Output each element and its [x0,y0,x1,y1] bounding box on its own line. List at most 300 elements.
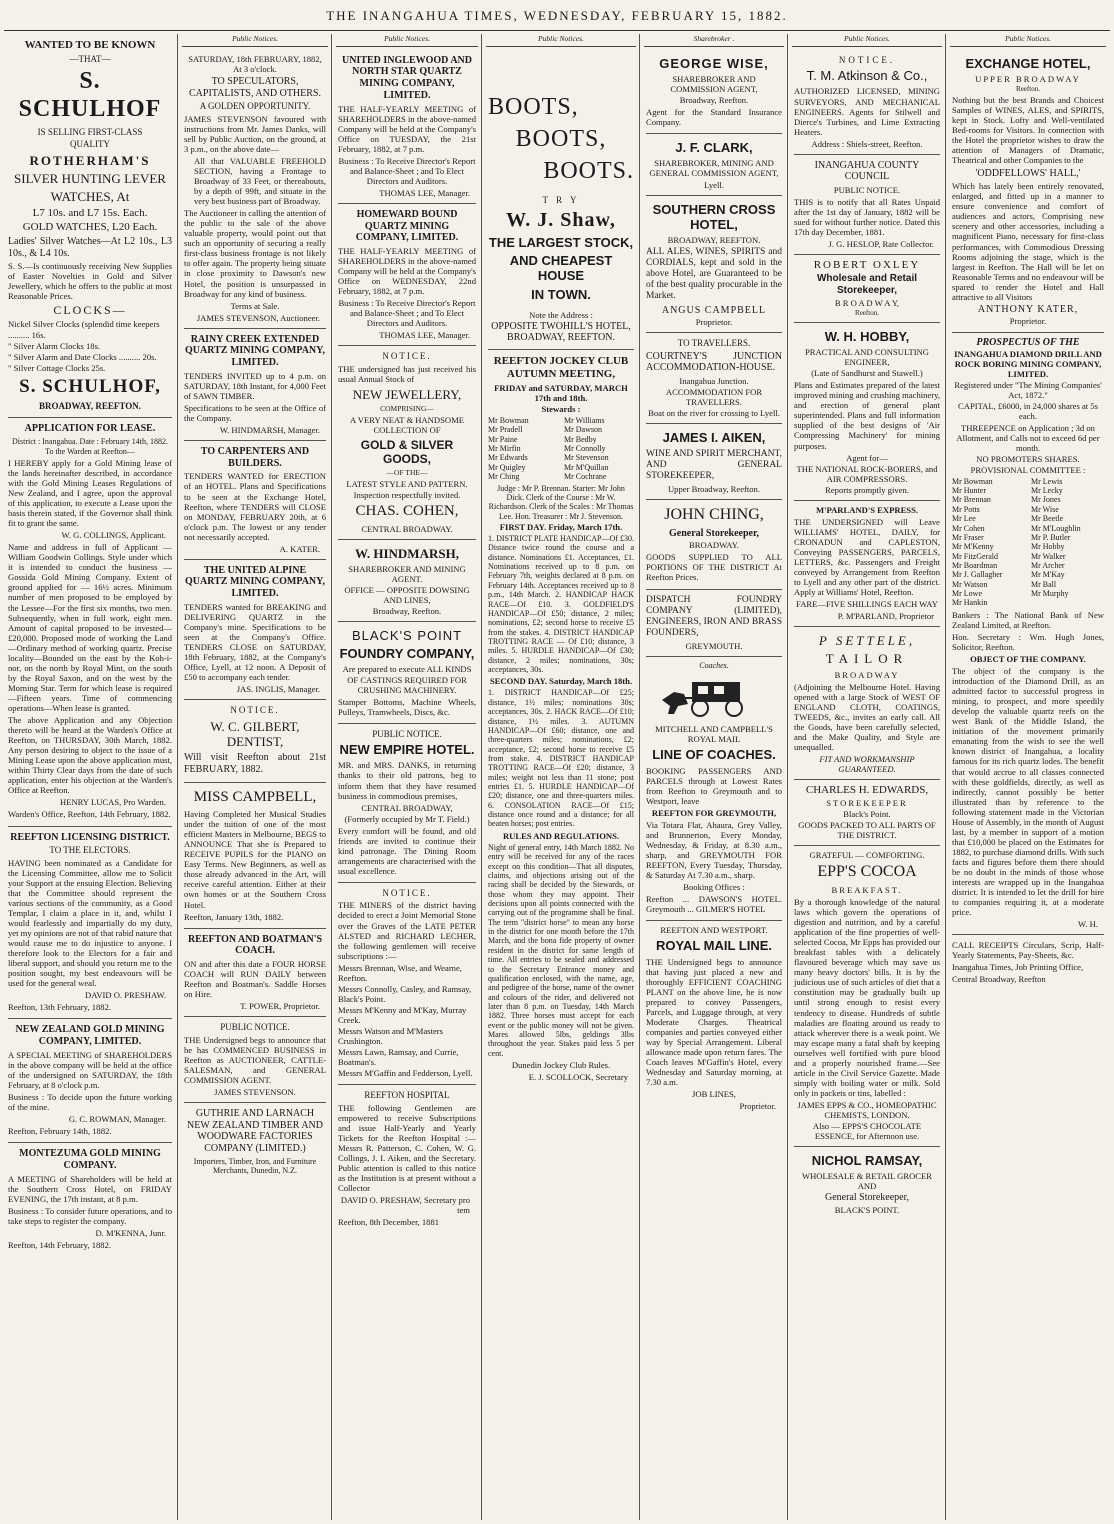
inspection-line: Inspection respectfully invited. [353,489,461,500]
list-item: Mr Wise [1031,504,1059,514]
blacks-point: BLACK'S POINT [351,628,463,644]
list-item: Mr Connolly [564,444,606,454]
montezuma-body: A MEETING of Shareholders will be held at the Southern Cross Hotel, on FRIDAY EVENING, the 17th instant, at 8 p.m. [8,1173,172,1204]
lease-signature: W. G. COLLINGS, Applicant. [61,530,166,541]
auction-ad [184,50,326,329]
council-ad [794,155,940,256]
campbell-body: Having Completed her Musical Studies under the tuition of one of the most efficient Masters in Melbourne, BEGS to ANNOUNCE That she is Prepared to RECEIVE PUPILS for the PIANO on Easy Terms. New Beginners, as well as those already advanced in the Art, will receive careful attention. Either at their own homes or at the Southern Cross Hotel. [184,809,326,910]
column-7 [948,34,1110,1520]
exchange-body: Nothing but the best Brands and Choicest Samples of WINES, ALES, and SPIRITS, kept in Stock. Lofty and Well-ventilated Bed-rooms for Visitors. In connection with the Hotel the proprietor wishes to draw the attention of Managers of Dramatic, Theatrical and other Companies to the [952,95,1104,166]
list-item: Mr Hobby [1031,542,1065,552]
angus-proprietor: Proprietor. [695,317,733,328]
list-item: Mr Bowman [952,476,993,486]
ramsay-black-point: BLACK'S POINT. [834,1205,900,1216]
montezuma-ad [8,1143,172,1256]
nz-date: Reefton, February 14th, 1882. [8,1126,112,1137]
clark-name: J. F. CLARK, [675,140,753,156]
upper-broadway: UPPER BROADWAY [975,73,1081,84]
ching-body: GOODS SUPPLIED TO ALL PORTIONS OF THE DISTRICT At Reefton Prices. [646,552,782,583]
rainy-body: TENDERS INVITED up to 4 p.m. on SATURDAY, 18th Instant, for 4,000 Feet of SAWN TIMBER. [184,370,326,401]
notice-heading: NOTICE. [230,705,280,716]
list-item: Mr M'Loughlin [1031,523,1081,533]
oddfellows-body: Which has lately been entirely renovated, enlarged, and fitted up in a manner to ensure convenience and comfort of audiences and actors, Comprising new scenery and other accessories, including a magnificent Piano, necessary for first-class performances, with Commodious Dressing Rooms adjoining the stage, which is the largest in Reefton. The Hall will be let on Reasonable Terms and no endeavour will be spared to render the Hotel and Hall attractive to all Visitors [952,181,1104,302]
hobby-ad [794,323,940,501]
accommodation-line: ACCOMMODATION FOR TRAVELLERS. [665,387,763,408]
jewellery-ad [338,346,476,539]
list-item: Mr Lee [952,514,976,524]
oxley-ad [794,255,940,322]
memorial-ad [338,883,476,1085]
object-heading: OBJECT OF THE COMPANY. [970,653,1086,664]
homeward-body: THE HALF-YEARLY MEETING of SHAREHOLDERS in the above-named Company will be held at the Company's Office on WEDNESDAY, 22nd February, 1882, at 7 p.m. [338,246,476,297]
wanted-heading: WANTED TO BE KNOWN [24,39,156,51]
shaw-name: W. J. Shaw, [506,208,616,231]
edwards-name: CHARLES H. EDWARDS, [805,784,929,797]
foundry-name: FOUNDRY COMPANY, [339,646,475,662]
nz-body: A SPECIAL MEETING of SHAREHOLDERS in the above company will be held at the office of the undersigned on SATURDAY, the 18th February, at 8 o'clock p.m. [8,1049,172,1090]
oxley-broadway: B R O A D W A Y, [834,297,900,308]
booking-heading: Booking Offices : [683,882,745,893]
hobby-name: W. H. HOBBY, [824,328,910,344]
list-item: Mr Mirfin [488,444,521,454]
list-item: Mr Brennan [952,495,991,505]
royal-mail-line: ROYAL MAIL LINE. [655,938,773,954]
gold-line: GOLD WATCHES, L20 Each. [22,221,158,234]
column-heading: Sharebroker . [644,34,784,47]
terms-line: Terms at Sale. [230,300,280,311]
travellers-heading: TO TRAVELLERS. [677,338,751,349]
boatman-signature: T. POWER, Proprietor. [240,1001,320,1012]
list-item: Mr Archer [1031,561,1065,570]
ramsay-sub: General Storekeeper, [825,1192,909,1204]
masthead: THE INANGAHUA TIMES, WEDNESDAY, FEBRUARY 15, 1882. [326,8,788,23]
note-address: Note the Address : [529,309,593,320]
public-notice-body: THE Undersigned begs to announce that he has COMMENCED BUSINESS in Reefton as AUCTIONEER, CATTLE-SALESMAN, and GENERAL COMMISSION AGENT. [184,1034,326,1085]
miners-body: THE MINERS of the district having decided to erect a Joint Memorial Stone over the Graves of the LATE PETER ALSTED and RICHARD LECHER, the following gentlemen will receive subscriptions :— [338,900,476,961]
guthrie-heading: GUTHRIE AND LARNACH NEW ZEALAND TIMBER AND WOODWARE FACTORIES COMPANY (LIMITED.) [186,1108,323,1155]
for-greymouth: REEFTON FOR GREYMOUTH, [651,807,777,818]
aiken-address: Upper Broadway, Reefton. [667,483,761,494]
inglewood-signature: THOMAS LEE, Manager. [379,187,470,198]
latest-style: LATEST STYLE AND PATTERN. [346,478,468,489]
printing-ad [952,935,1104,990]
column-heading: Public Notices. [950,34,1106,47]
montezuma-date: Reefton, 14th February, 1882. [8,1239,112,1250]
wise-body: SHAREBROKER AND COMMISSION AGENT, [670,73,758,95]
secretary-line: Hon. Secretary : Wm. Hugh Jones, Solicitor, Reefton. [952,631,1104,652]
ramsay-body: WHOLESALE & RETAIL GROCER AND [801,1171,933,1192]
prospectus-heading: PROSPECTUS OF THE [976,336,1080,348]
in-town: IN TOWN. [531,286,591,302]
alpine-body: TENDERS wanted for BREAKING and DELIVERING QUARTZ in the Company's mine. Specifications to be seen at the Company's Office. TENDERS CLOSE on SATURDAY, 18th February, 1882, at the Company's Office, Lyell, at 12 noon. A Deposit of £50 to accompany each tender. [184,601,326,683]
guthrie-ad [184,1103,326,1180]
quality-line: QUALITY [70,139,110,150]
agent-list: THE NATIONAL ROCK-BORERS, and AIR COMPRESSORS. [796,463,938,484]
column-heading: Public Notices. [486,34,636,47]
express-ad [794,501,940,628]
oddfellows-hall: 'ODDFELLOWS' HALL,' [975,167,1081,179]
breakfast-line: BREAKFAST. [831,884,903,895]
junction-line: Inangahua Junction. [679,376,749,387]
lease-date: Warden's Office, Reefton, 14th February, 1882. [8,809,171,820]
alpine-ad [184,560,326,700]
list-item: Mr FitzGerald [952,551,998,561]
hindmarsh-name: W. HINDMARSH, [355,545,459,561]
list-item: Messrs Connolly, Casley, and Ramsay, Black's Point. [338,983,472,1004]
list-item: Mr Bedby [564,434,597,444]
list-item: Mr Fraser [952,532,984,542]
express-body: THE UNDERSIGNED will Leave WILLIAMS' HOTEL, DAILY, for CRONADUN and CAPLESTON, Conveying PASSENGERS, PARCELS, LETTERS, &c. Passengers and Freight conveyed by Arrangement from Reefton to Lyell and any other part of the district. Apply at Williams' Hotel, Reefton. [794,516,940,598]
committee-list [952,477,1104,608]
list-item: Mr Potts [952,504,980,514]
list-item: Mr Stevenson [564,453,609,463]
coaches-heading: Coaches. [699,661,729,671]
diamond-registered: Registered under "The Mining Companies' Act, 1872." [954,380,1102,401]
collection-line: A VERY NEAT & HANDSOME COLLECTION OF [350,415,464,436]
aiken-ad [646,424,782,500]
boat-line: Boat on the river for crossing to Lyell. [648,408,780,419]
lines-proprietor: Proprietor. [739,1101,776,1112]
line-of-coaches: LINE OF COACHES. [652,747,776,763]
diamond-drill-ad [952,333,1104,936]
council-heading: INANGAHUA COUNTY COUNCIL [814,159,920,183]
object-signature: W. H. [1078,919,1098,930]
boatman-body: ON and after this date a FOUR HORSE COACH will RUN DAILY between Reefton and Boatman's. Saddle Horses on Hire. [184,959,326,1000]
aiken-body: WINE AND SPIRIT MERCHANT, AND GENERAL STOREKEEPER, [646,448,782,481]
novelties-text: S. S.—Is continuously receiving New Supplies of Easter Novelties in Gold and Silver Jewellery, which he offers to the public at most Reasonable Prices. [8,261,172,302]
clark-body: SHAREBROKER, MINING AND GENERAL COMMISSION AGENT, [649,158,779,179]
list-item: Messrs Watson and M'Masters Crushington. [338,1026,444,1047]
exchange-name: EXCHANGE HOTEL, [965,55,1091,71]
column-3 [334,34,482,1520]
rainy-heading: RAINY CREEK EXTENDED QUARTZ MINING COMPANY, LIMITED. [185,333,325,369]
gilbert-body: Will visit Reefton about 21st FEBRUARY, 1882. [184,752,326,775]
ladies-line: Ladies' Silver Watches—At L2 10s., L3 10s., & L4 10s. [8,235,172,259]
that-line: —THAT— [69,53,111,64]
empire-body: MR. and MRS. DANKS, in returning thanks to their old patrons, beg to inform them that they have resumed business in commodious premises, [338,760,476,801]
silver-line: SILVER HUNTING LEVER [14,170,166,186]
list-item: Nickel Silver Clocks (splendid time keepers .......... 16s. [8,319,160,340]
rules-club: Dunedin Jockey Club Rules. [511,1060,611,1071]
blacks-point-line: Black's Point. [843,809,891,820]
list-item: Mr Walker [1031,551,1066,561]
carpenters-signature: A. KATER. [279,543,320,554]
grateful-line: GRATEFUL — COMFORTING. [809,850,925,861]
westport-ad [646,921,782,1116]
wise-agent: Agent for the Standard Insurance Company. [646,107,782,128]
auction-date: SATURDAY, 18th FEBRUARY, 1882, At 3 o'clock. [188,53,322,74]
settele-ad [794,627,940,780]
list-item: Mr Dawson [564,425,602,435]
southern-cross-ad [646,196,782,334]
angus-name: ANGUS CAMPBELL [661,304,767,316]
storekeeper-line: STOREKEEPER [826,798,908,808]
list-item: Mr Williams [564,416,605,425]
jockey-date: FRIDAY and SATURDAY, MARCH 17th and 18th. [494,382,628,403]
capital-line: CAPITAL, £6000, in 24,000 shares at 5s each. [958,401,1098,422]
tailor-broadway: BROADWAY [834,669,900,680]
races-day-1: 1. DISTRICT PLATE HANDICAP—Of £30. Distance twice round the course and a distance. Nominations £1. Acceptances, £1. Nominations received up to 8 p.m. on February 7th, weights declared at 8 p.m. on February 14th. Acceptances received up to 8 p.m., 14th March. 2. HANDICAP HACK RACE—Of £10. 3. GOLDFIELD'S HANDICAP—Of £50; distance, 2 miles; nominations, £2; second horse to receive £5 from the stakes. 4. DISTRICT HANDICAP TROTTING RACE — Of £10; distance, 3 miles. 5. HURDLE HANDICAP—Of £30; distance, 2 miles; nominations, 30s; acceptances, 30s. [488,534,634,675]
boatman-heading: REEFTON AND BOATMAN'S COACH. [187,933,323,957]
list-item: Mr Watson [952,579,988,589]
dispatch-body: DISPATCH FOUNDRY COMPANY (LIMITED), ENGINEERS, IRON AND BRASS FOUNDERS, [646,594,782,638]
second-day: SECOND DAY. Saturday, March 18th. [489,676,633,687]
public-notice-heading: PUBLIC NOTICE. [220,1022,290,1033]
gold-silver-goods: GOLD & SILVER GOODS, [360,438,454,467]
reports-line: Reports promptly given. [825,484,909,495]
list-item: " Silver Alarm Clocks 18s. [8,340,101,351]
list-item: Mr Pradell [488,425,523,435]
campbell-date: Reefton, January 13th, 1882. [184,911,284,922]
cohen-address: CENTRAL BROADWAY. [361,523,453,534]
wise-ad [646,50,782,134]
carpenters-heading: TO CARPENTERS AND BUILDERS. [200,446,310,469]
rainy-creek-ad [184,329,326,441]
nz-business: Business : To decide upon the future working of the mine. [8,1091,172,1113]
watches-line: WATCHES, At [50,188,130,204]
hindmarsh-body: SHAREBROKER AND MINING AGENT. [348,563,466,584]
jewellery-body: THE undersigned has just received his usual Annual Stock of [338,363,476,384]
nz-heading: NEW ZEALAND GOLD MINING COMPANY, LIMITED. [15,1024,165,1048]
column-1 [4,34,178,1520]
coaches-ad [646,657,782,921]
list-item: Messrs M'Gaffin and Fedderson, Lyell. [338,1068,473,1079]
inglewood-heading: UNITED INGLEWOOD AND NORTH STAR QUARTZ MINING COMPANY, LIMITED. [341,54,473,101]
foundry-body: Are prepared to execute ALL KINDS OF CASTINGS REQUIRED FOR CRUSHING MACHINERY. [342,664,472,695]
masthead-rule [4,30,1110,31]
shaw-ad [488,50,634,350]
list-item: Messrs Lawn, Ramsay, and Currie, Boatman's. [338,1047,459,1068]
campbell-name: MISS CAMPBELL, [193,788,317,805]
oxley-sub: Wholesale and Retail Storekeeper, [816,273,918,296]
empire-comfort: Every comfort will be found, and old friends are invited to continue their kind patronage. The Dining Room arrangements are characterised with the usual excellence. [338,825,476,876]
edwards-ad [794,780,940,846]
council-signature: J. G. HESLOP, Rate Collector. [828,239,934,250]
montezuma-business: Business : To consider future operations, and to take steps to register the company. [8,1205,172,1226]
hindmarsh-office: OFFICE — OPPOSITE DOWSING AND LINES, [344,584,470,605]
homeward-heading: HOMEWARD BOUND QUARTZ MINING COMPANY, LIMITED. [355,208,459,244]
list-item: Messrs Brennan, Wise, and Wearne, Reefton. [338,962,462,983]
list-item: Mr Lowe [952,589,982,599]
epps-body: By a thorough knowledge of the natural laws which govern the operations of digestion and nutrition, and by a careful application of the fine properties of well-selected Cocoa, Mr Epps has provided our breakfast tables with a delicately flavoured beverage which may save us many heavy doctors' bills. It is by the judicious use of such articles of diet that a constitution may be gradually built up until strong enough to resist every tendency to disease. Hundreds of subtle maladies are floating around us ready to attack wherever there is a weak point. We may escape many a fatal shaft by keeping ourselves well fortified with pure blood and a properly nourished frame.—See article in the Civil Service Gazette. Made simply with boiling water or milk. Sold only in packets or tins, labelled : [794,897,940,1098]
hospital-signature: DAVID O. PRESHAW, Secretary pro tem [340,1195,470,1216]
electors-signature: DAVID O. PRESHAW. [85,990,166,1001]
boots-line-1: BOOTS, [488,93,579,120]
list-item: Messrs M'Kenny and M'Kay, Murray Creek. [338,1004,467,1025]
list-item: Mr Murphy [1031,589,1069,599]
column-heading: Public Notices. [336,34,478,47]
mail-via: Via Totara Flat, Ahaura, Grey Valley, and Brunnerton, Every Monday, Wednesday, & Friday, at 8.30 a.m., sharp, and GREYMOUTH FOR REEFTON, Every Tuesday, Thursday, & Saturday At 7.30 a.m., sharp. [646,819,782,881]
miners-list [338,963,476,1079]
races-day-2: 1. DISTRICT HANDICAP—Of £25; distance, 1½ miles; nominations 30s; acceptances, 30s. 2. HACK RACE—Of £10; distance, 1½ miles. 3. AUTUMN HANDICAP—Of £60; distance, one and three-quarters miles; nominations, £2; acceptance, £2; second horse to receive £5 from stake. 4. DISTRICT HANDICAP TROTTING RACE—Of £20; distance, 3 miles; weight not less than 11 stone; post entries £1. 5. HURDLE HANDICAP—Of £20; distance, one and three-quarters miles. 6. CONSOLATION RACE—Of £15; distance once round and a distance; for all beaten horses; post entries. [488,688,634,829]
alpine-signature: JAS. INGLIS, Manager. [236,684,320,695]
hobby-body: PRACTICAL AND CONSULTING ENGINEER, [805,347,929,368]
boatman-coach-ad [184,929,326,1018]
printing-address: Central Broadway, Reefton [952,974,1046,985]
atkinson-ad [794,50,940,155]
shaw-address: OPPOSITE TWOHILL'S HOTEL, BROADWAY, REEFTON. [491,320,631,344]
lease-heading: APPLICATION FOR LEASE. [24,423,156,435]
list-item: Mr Edwards [488,453,528,463]
price-line: L7 10s. and L7 15s. Each. [32,207,148,220]
receipts-line: CALL RECEIPTS Circulars, Scrip, Half-Yearly Statements, Pay-Sheets, &c. [952,940,1104,961]
list-item: " Silver Cottage Clocks 25s. [8,362,106,373]
notice-heading: NOTICE. [382,351,432,362]
column-4 [484,34,640,1520]
ramsay-name: NICHOL RAMSAY, [811,1153,923,1169]
new-jewellery: NEW JEWELLERY, [352,387,462,403]
first-day: FIRST DAY. Friday, March 17th. [499,521,623,532]
aiken-name: JAMES I. AIKEN, [662,430,766,446]
inglewood-business: Business : To Receive Director's Report and Balance-Sheet ; and To Elect Directors and Auditors. [338,155,476,186]
hobby-plans: Plans and Estimates prepared of the latest improved mining and crushing machinery, and erection of general plant superintended. Plans and full information supplied of the best designs of 'Air Compressing Machinery' for mining purposes. [794,380,940,451]
stewards-list [488,416,634,482]
montezuma-heading: MONTEZUMA GOLD MINING COMPANY. [19,1148,161,1171]
foundry-list: Stamper Bottoms, Machine Wheels, Pulleys, Tramwheels, Discs, &c. [338,696,476,717]
hindmarsh-broadway: Broadway, Reefton. [372,606,442,616]
exchange-hotel-ad [952,50,1104,333]
nz-signature: G. C. ROWMAN, Manager. [68,1114,166,1125]
goods-line: GOODS PACKED TO ALL PARTS OF THE DISTRICT. [798,820,936,841]
list-item: Mr Lewis [1031,476,1063,486]
alpine-heading: THE UNITED ALPINE QUARTZ MINING COMPANY, LIMITED. [185,564,325,600]
royal-body: THE Undersigned begs to announce that having just placed a new and thoroughly EFFICIENT COACHING PLANT on the above line, he is now prepared to convey Passengers, Parcels, and Luggage through, at very Moderate Charges. Theatrical companies and parties conveyed either way by Special Arrangement. Liberal allowance made upon return fares. The Coach leaves M'Gaffin's Hotel, every Wednesday and Saturday morning, at 7.30 a.m. [646,956,782,1088]
kater-name: ANTHONY KATER, [977,303,1079,315]
electors-heading: TO THE ELECTORS. [49,845,131,856]
column-2 [180,34,332,1520]
lease-body: I HEREBY apply for a Gold Mining lease of the lands hereinafter described, in accordance with the Gold Mining Leases Regulations of New Zealand, and I agree, upon the approval of this application, to execute a Lease upon the basis therein stated, if the Governor shall think fit to grant the same. [8,457,172,529]
agent-for: Agent for— [846,452,888,463]
list-item: " Silver Alarm and Date Clocks .......... 20s. [8,351,157,362]
list-item: Mr Hunter [952,486,986,496]
montezuma-signature: D. M'KENNA, Junr. [95,1227,166,1238]
homeward-ad [338,204,476,346]
clark-ad [646,134,782,195]
licensing-ad [8,827,172,1020]
clark-lyell: Lyell. [704,179,724,190]
nz-gold-ad [8,1019,172,1143]
lease-meta: District : Inangahua. Date : February 14th, 1882. To the Warden at Reefton— [12,437,168,456]
column-6 [790,34,946,1520]
public-notice-heading: PUBLIC NOTICE. [372,728,442,739]
list-item: Mr Quigley [488,462,526,472]
electors-date: Reefton, 13th February, 1882. [8,1002,112,1013]
southern-broadway: BROADWAY, REEFTON. [667,234,761,245]
courtney-ad [646,333,782,424]
bankers-line: Bankers : The National Bank of New Zealand Limited, at Reefton. [952,609,1104,630]
epps-firm: JAMES EPPS & CO., HOMEOPATHIC CHEMISTS, LONDON. [797,1099,937,1120]
boots-line-3: BOOTS. [543,157,634,184]
oxley-name: ROBERT OXLEY [813,259,921,272]
council-public-notice: PUBLIC NOTICE. [833,185,901,196]
inglewood-ad [338,50,476,204]
guthrie-body: Importers, Timber, Iron, and Furniture Merchants, Dunedin, N.Z. [193,1156,317,1176]
threepence-line: THREEPENCE on Application ; 3d on Allotment, and Calls not to exceed 6d per month. [956,422,1100,453]
list-item: Mr M'Kay [1031,570,1065,580]
lease-ad [8,418,172,826]
council-body: THIS is to notify that all Rates Unpaid after the 1st day of January, 1882 will be sued for without further notice. Dated this 17th day December, 1881. [794,197,940,238]
hobby-late: (Late of Sandhurst and Stawell.) [811,368,923,379]
foundry-ad [338,622,476,724]
hospital-date: Reefton, 8th December, 1881 [338,1217,440,1228]
courtney-name: COURTNEY'S JUNCTION ACCOMMODATION-HOUSE. [646,350,782,374]
jockey-heading: REEFTON JOCKEY CLUB AUTUMN MEETING, [493,355,629,380]
rainy-signature: W. HINDMARSH, Manager. [219,424,320,435]
rotherham-line: ROTHERHAM'S [29,152,151,168]
lease-details: Name and address in full of Applicant — William Goodwin Collings. Style under which it is intended to conduct the business — Gossida Gold Mining Company. Extent of ground applied for — 16½ acres. Minimum number of men proposed to be employed by the Lessee—For the first six months, two men. Subsequently, when in full work, eight men. Amount of capital proposed to be invested—£20,000. Proposed mode of working the Land—Ordinary method of working quartz. Precise locality—Bounded on the east by the Koh-i-nor, on the north by Royal Mint, on the south by the Royal Saxon, and on the west by the Morning Star. Term for which lease is required—Fifteen years. Time of commencing operations—When lease is granted. [8,542,172,713]
kater-proprietor: Proprietor. [1009,316,1047,327]
epps-ad [794,846,940,1147]
express-heading: M'PARLAND'S EXPRESS. [815,504,919,515]
schulhof-name-2: S. SCHULHOF, [19,375,161,397]
broadway-line: BROADWAY, REEFTON. [39,400,141,411]
list-item: Mr Bowman [488,416,529,425]
wise-name: GEORGE WISE, [659,55,769,71]
booking-list: Reefton ... DAWSON'S HOTEL. Greymouth ... GILMER'S HOTEL [646,894,782,915]
oxley-reefton: Reefton. [855,308,879,317]
tailor-body: (Adjoining the Melbourne Hotel. Having opened with a large Stock of WEST OF ENGLAND CLOTH, COATINGS, TWEEDS, &c., invites an early call. All the Goods, have been carefully selected, and the Make Quality, and Style are unequalled. [794,681,940,752]
fit-line: FIT AND WORKMANSHIP GUARANTEED. [819,754,915,775]
list-item: Mr J. Gallagher [952,570,1003,580]
stewards-heading: Stewards : [541,403,581,414]
clocks-heading: CLOCKS— [53,303,127,318]
list-item: Mr Ching [488,472,520,482]
carpenters-body: TENDERS WANTED for ERECTION of an HOTEL. Plans and Specifications to be seen at the Exchange Hotel, Reefton, where TENDERS will CLOSE on MONDAY, FEBRUARY 20th, at 6 o'clock p.m. The lowest or any tender not necessarily accepted. [184,471,326,542]
atkinson-body: AUTHORIZED LICENSED, MINING SURVEYORS, AND MECHANICAL ENGINEERS. Agents for Stilwell and Dierce's Turbines, and Lime Extracting Heaters. [794,86,940,137]
hospital-body: THE following Gentlemen are empowered to receive Subscriptions and issue Half-Yearly and Yearly Tickets for the Reefton Hospital :— Messrs R. Patterson, C. Cohen, W. G. Collings, J. I. Aiken, and the Secretary. Public attention is called to this notice as the Institution is at present without a Collector [338,1102,476,1194]
notice-heading: NOTICE. [838,54,896,65]
hospital-heading: REEFTON HOSPITAL [364,1090,450,1101]
golden-lot: All that VALUABLE FREEHOLD SECTION, having a Frontage to Broadway of 33 Feet, or thereabouts, by a depth of 99ft, and situate in the very best business part of Broadway. [194,155,326,207]
empire-central: CENTRAL BROADWAY, [361,802,453,813]
epps-also: Also — EPPS'S CHOCOLATE ESSENCE, for Afternoon use. [812,1121,922,1142]
cohen-name: CHAS. COHEN, [355,503,459,520]
printing-office: Inangahua Times, Job Printing Office, [952,962,1084,973]
golden-note: The Auctioneer in calling the attention of the public to the sale of the above valuable property, would point out that such an opportunity of securing a really first-class business frontage is not likely to offer again. The property being situate in close proximity to Dawson's new Hotel, the position is unsurpassed in Broadway for any kind of business. [184,208,326,299]
stevenson-notice-ad [184,1017,326,1103]
ching-ad [646,500,782,590]
list-item: Mr M'Kenny [952,542,994,552]
auctioneer-signature: JAMES STEVENSON, Auctioneer. [196,312,320,323]
promoters-line: NO PROMOTERS SHARES. [976,453,1080,464]
job-lines: JOB LINES, [692,1089,736,1100]
ching-broadway: BROADWAY. [689,540,739,551]
clock-list [8,319,172,372]
boots-line-2: BOOTS, [515,125,607,152]
largest-stock: THE LARGEST STOCK, [488,234,634,250]
hospital-ad [338,1085,476,1233]
ramsay-ad [794,1147,940,1220]
rules-heading: RULES AND REGULATIONS. [502,830,620,841]
column-5 [642,34,788,1520]
lease-hearing: The above Application and any Objection thereto will be heard at the Warden's Office at Reefton, on THURSDAY, 30th March, 1882. Any person desiring to object to the issue of a Mining Lease upon the above application must, within Thirty Clear days from the date of such application, enter his objection at the Warden's Office at Reefton. [8,715,172,796]
column-heading: Public Notices. [792,34,942,47]
schulhof-ad [8,34,172,418]
rules-body: Night of general entry, 14th March 1882. No entry will be received for any of the races except on this condition—That all disputes, claims, and objections arising out of the racing shall be decided by the Stewards, or those whom they may appoint. Their decisions upon all points connected with the carrying out of the programme shall be final. The term "district horse" to mean any horse in the district for one month before the 17th March, and the bona fide property of owner resident in the district for same length of time. All entries to be sealed and addressed to the Secretary Entrance money and qualification enclosed, with the name, age, and pedigree of the horse, name of the owner and colours of the rider, and delivered not later than 8 p.m. on Tuesday, 14th March 1882. Three horses must accept for each event or the public money will not be given. Mares allowed 5lbs, geldings 3lbs throughout the year. Stakes paid less 5 per cent. [488,842,634,1058]
comprising-line: COMPRISING— [380,404,434,414]
column-heading: Public Notices. [182,34,328,47]
list-item: Mr Boardman [952,561,998,570]
settele-name: P SETTELE, [818,633,916,649]
dentist-ad [184,700,326,782]
committee-heading: PROVISIONAL COMMITTEE : [970,464,1086,475]
campbell-ad [184,783,326,929]
of-the-line: —OF THE— [386,468,428,478]
list-item: Mr Hankin [952,598,988,608]
mail-body: BOOKING PASSENGERS AND PARCELS through at Lowest Rates from Reefton to Greymouth and to Westport, leave [646,765,782,806]
southern-name: SOUTHERN CROSS HOTEL, [652,201,776,232]
list-item: Mr Cohen [952,523,985,533]
